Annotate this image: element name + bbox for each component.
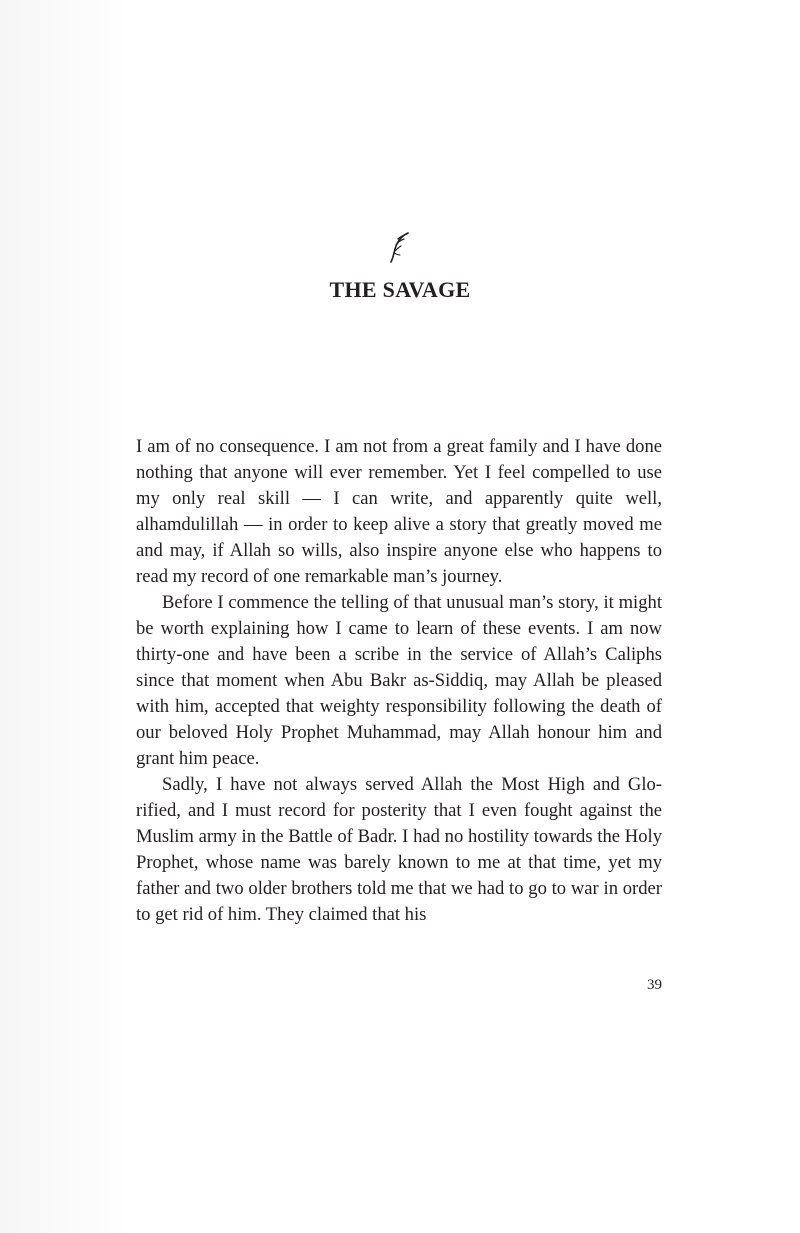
page-edge-shadow (0, 0, 128, 1233)
paragraph: I am of no consequence. I am not from a great family and I have done nothing that anyone will ever remember. Yet I feel compelled to use my only real skill — I can write, and apparently quite well, alhamdulillah — in order to keep alive a story that greatly moved me and may, if Allah so wills, also inspire anyone else who happens to read my record of one remarkable man’s journey. (136, 436, 662, 587)
page-number: 39 (647, 977, 662, 993)
paragraph: Before I commence the telling of that unusual man’s story, it might be worth explaining how I came to learn of these events. I am now thirty-one and have been a scribe in the service of Allah’s Caliphs since that moment when Abu Bakr as-Siddiq, may Allah be pleased with him, accepted that weighty responsibility following the death of our beloved Holy Prophet Muhammad, may Allah honour him and grant him peace. (136, 592, 662, 769)
chapter-body (136, 434, 662, 928)
quill-ornament-icon (386, 231, 414, 263)
chapter-title: THE SAVAGE (329, 277, 471, 302)
paragraph: Sadly, I have not always served Allah the Most High and Glorified, and I must record for posterity that I even fought against the Muslim army in the Battle of Badr. I had no hostility towards the Holy Prophet, whose name was barely known to me at that time, yet my father and two older brothers told me that we had to go to war in order to get rid of him. They claimed that his (136, 774, 662, 925)
